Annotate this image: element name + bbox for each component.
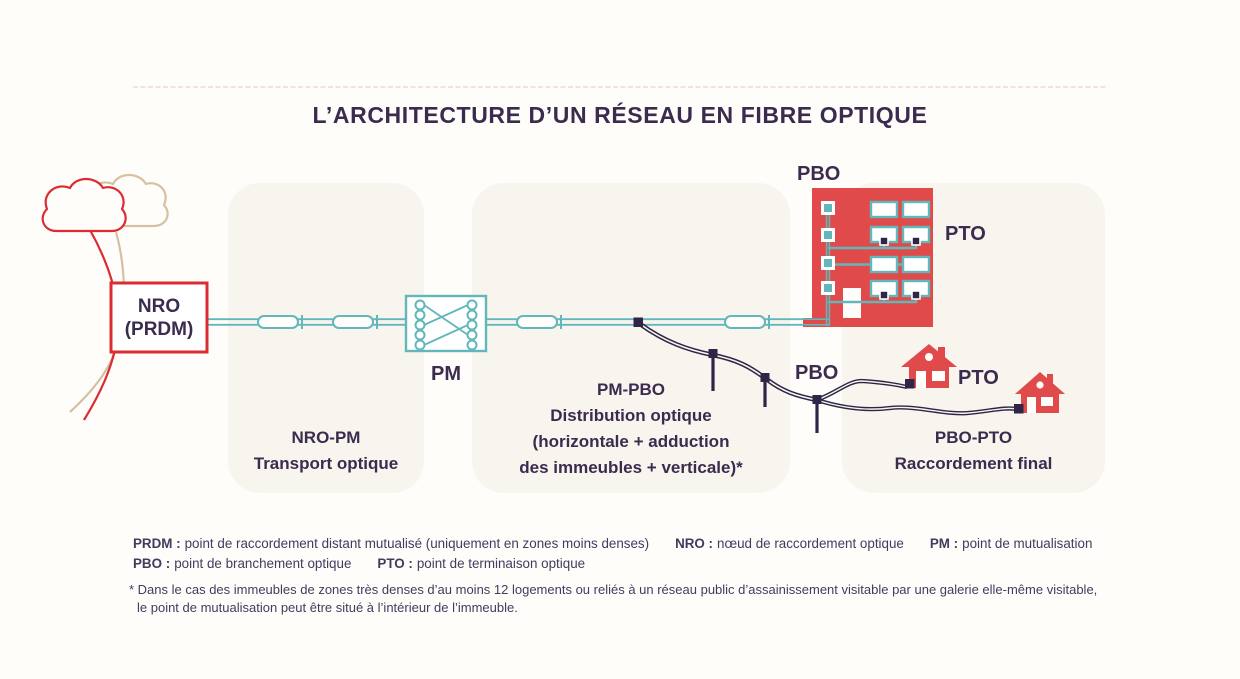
footnote-line-2: le point de mutualisation peut être situé à l’intérieur de l’immeuble. — [137, 600, 518, 615]
node-square — [709, 349, 718, 358]
footnote-line-1: * Dans le cas des immeubles de zones très denses d’au moins 12 logements ou reliés à un réseau public d’assainissement visitable par une galerie elle-même visitable, — [129, 582, 1098, 597]
section-detail: (horizontale + adduction — [532, 432, 730, 451]
building-pto-label: PTO — [945, 223, 986, 245]
house-icon — [1014, 372, 1065, 414]
section-raccordement — [842, 425, 1105, 477]
node-square — [813, 395, 822, 404]
splice-capsule — [258, 315, 302, 329]
cloud-icon — [43, 175, 168, 231]
node-square — [634, 318, 644, 328]
nro-box-label — [111, 283, 207, 352]
section-code: NRO-PM — [291, 428, 361, 447]
section-code: PBO-PTO — [934, 428, 1013, 447]
page-title: L’ARCHITECTURE D’UN RÉSEAU EN FIBRE OPTIQUE — [312, 102, 928, 128]
legend-item-pto: PTO : point de terminaison optique — [377, 556, 586, 571]
legend-row-1 — [133, 536, 1133, 551]
pole-pbo-label: PBO — [795, 362, 839, 384]
section-detail: des immeubles + verticale)* — [519, 458, 743, 477]
splice-capsule — [517, 315, 561, 329]
footnote — [129, 581, 1129, 617]
section-name: Transport optique — [253, 454, 399, 473]
section-name: Distribution optique — [550, 406, 712, 425]
section-code: PM-PBO — [597, 380, 665, 399]
legend-item-nro: NRO : nœud de raccordement optique — [675, 536, 904, 551]
splice-capsules — [258, 315, 769, 329]
section-transport — [228, 425, 424, 477]
section-name: Raccordement final — [894, 454, 1053, 473]
house-icon — [901, 344, 957, 389]
legend-item-pm: PM : point de mutualisation — [929, 536, 1093, 551]
cloud-front — [43, 179, 126, 231]
splice-capsule — [333, 315, 377, 329]
pm-label: PM — [431, 363, 461, 385]
legend-item-pbo: PBO : point de branchement optique — [133, 556, 352, 571]
section-distribution — [472, 377, 790, 481]
node-square — [905, 379, 915, 389]
pm-box — [406, 296, 486, 351]
legend — [133, 536, 1133, 571]
house-pto-label: PTO — [958, 367, 999, 389]
splice-capsule — [725, 315, 769, 329]
building-icon — [803, 188, 933, 327]
building-pbo-label: PBO — [797, 163, 841, 185]
node-square — [1014, 404, 1024, 414]
legend-row-2 — [133, 556, 1133, 571]
nro-label-line1: NRO — [137, 295, 181, 317]
legend-item-prdm: PRDM : point de raccordement distant mutualisé (uniquement en zones moins denses) — [133, 536, 650, 551]
nro-label-line2: (PRDM) — [124, 318, 194, 340]
